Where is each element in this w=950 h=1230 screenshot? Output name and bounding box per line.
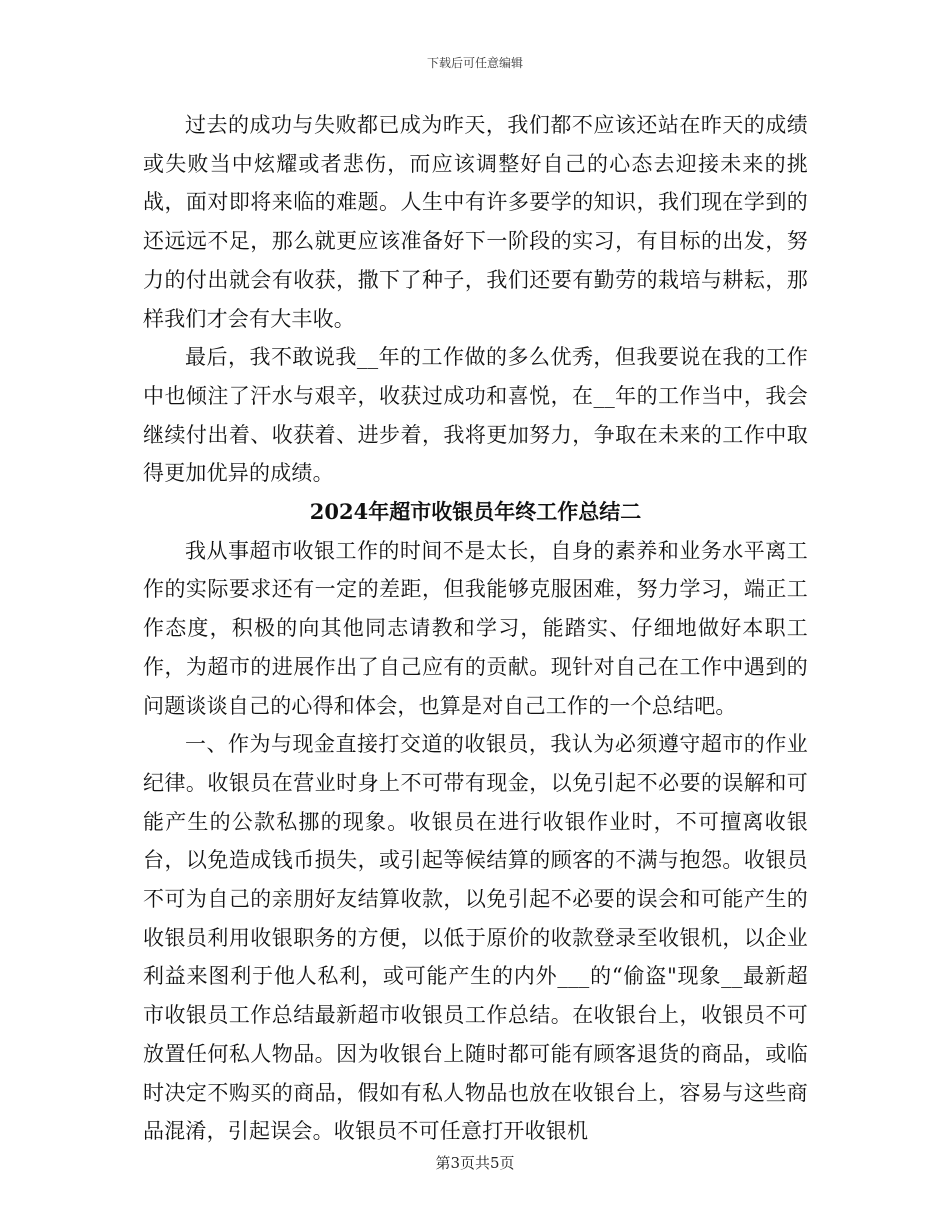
section-title: 2024年超市收银员年终工作总结二 <box>309 499 642 525</box>
document-body <box>143 106 808 1151</box>
paragraph-2: 最后，我不敢说我__年的工作做的多么优秀，但我要说在我的工作中也倾注了汗水与艰辛，收获过成功和喜悦，在__年的工作当中，我会继续付出着、收获着、进步着，我将更加努力，争取在未来的工作中取得更加优异的成绩。 <box>143 345 808 486</box>
paragraph-1: 过去的成功与失败都已成为昨天，我们都不应该还站在昨天的成绩或失败当中炫耀或者悲伤，而应该调整好自己的心态去迎接未来的挑战，面对即将来临的难题。人生中有许多要学的知识，我们现在学到的还远远不足，那么就更应该准备好下一阶段的实习，有目标的出发，努力的付出就会有收获，撒下了种子，我们还要有勤劳的栽培与耕耘，那样我们才会有大丰收。 <box>143 113 808 331</box>
page-footer: 第3页共5页 <box>435 1154 515 1172</box>
section-paragraph-2: 一、作为与现金直接打交道的收银员，我认为必须遵守超市的作业纪律。收银员在营业时身上不可带有现金，以免引起不必要的误解和可能产生的公款私挪的现象。收银员在进行收银作业时，不可擅离收银台，以免造成钱币损失，或引起等候结算的顾客的不满与抱怨。收银员不可为自己的亲朋好友结算收款，以免引起不必要的误会和可能产生的收银员利用收银职务的方便，以低于原价的收款登录至收银机，以企业利益来图利于他人私利，或可能产生的内外___的“偷盗"现象__最新超市收银员工作总结最新超市收银员工作总结。在收银台上，收银员不可放置任何私人物品。因为收银台上随时都可能有顾客退货的商品，或临时决定不购买的商品，假如有私人物品也放在收银台上，容易与这些商品混淆，引起误会。收银员不可任意打开收银机 <box>143 732 808 1144</box>
section-paragraph-1: 我从事超市收银工作的时间不是太长，自身的素养和业务水平离工作的实际要求还有一定的差距，但我能够克服困难，努力学习，端正工作态度，积极的向其他同志请教和学习，能踏实、仔细地做好本职工作，为超市的进展作出了自己应有的贡献。现针对自己在工作中遇到的问题谈谈自己的心得和体会，也算是对自己工作的一个总结吧。 <box>143 538 808 718</box>
page-header: 下载后可任意编辑 <box>426 56 523 70</box>
